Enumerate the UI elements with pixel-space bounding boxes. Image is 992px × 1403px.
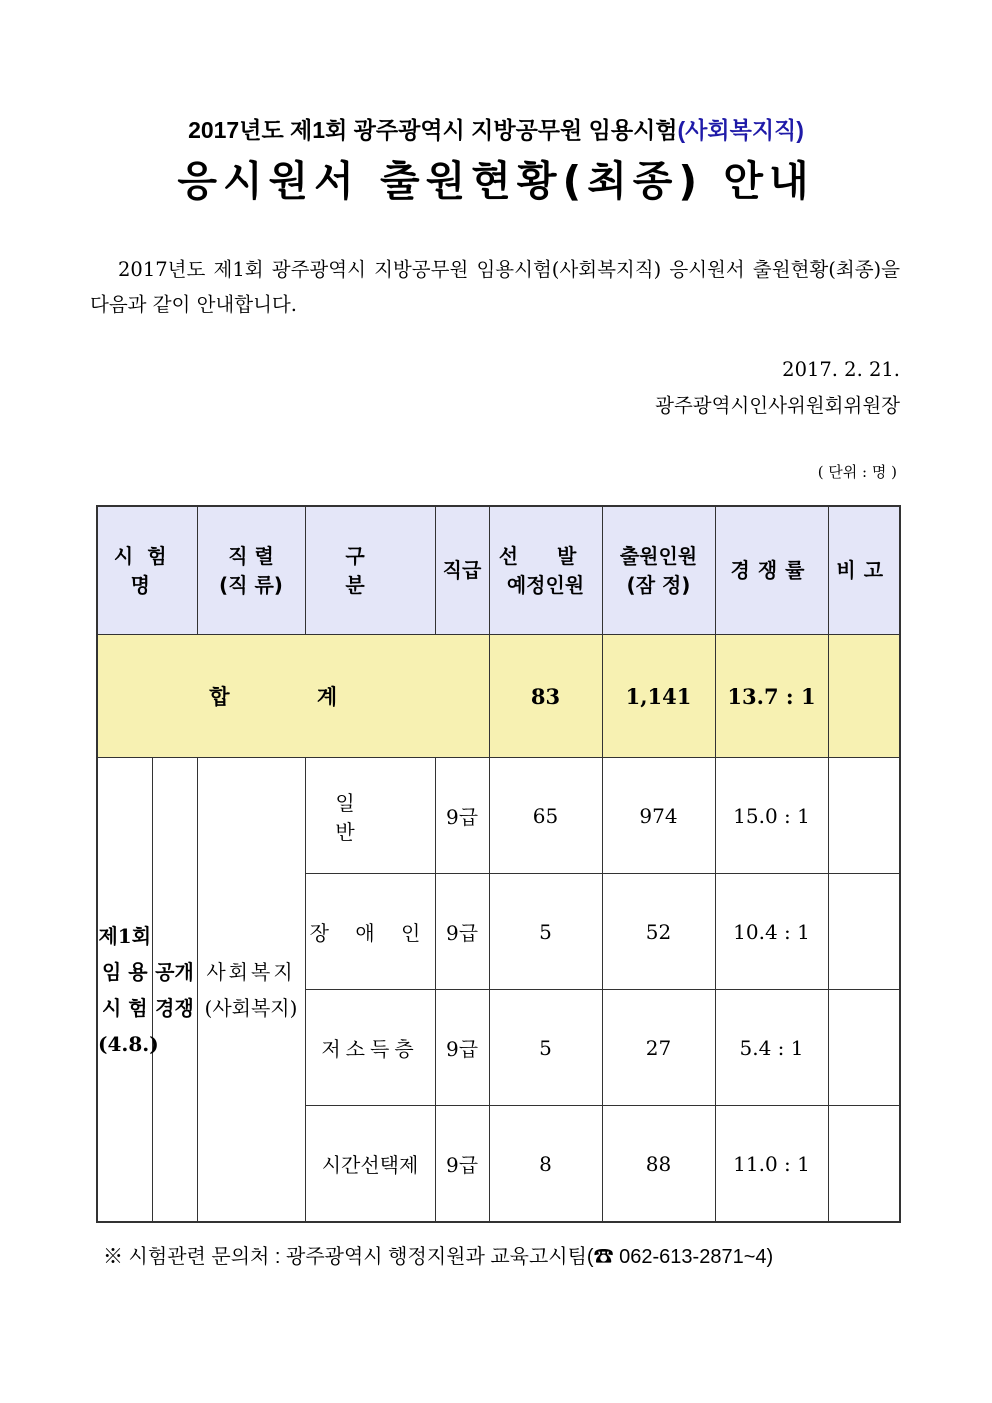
row-category: 시간선택제 [305, 1106, 435, 1223]
row-grade: 9급 [435, 1106, 489, 1223]
row-ratio: 5.4 : 1 [715, 990, 828, 1106]
contact-footer: ※ 시험관련 문의처 : 광주광역시 행정지원과 교육고시팀(☎ 062-613-2871~4) [103, 1246, 774, 1268]
unit-note: ( 단위 : 명 ) [817, 463, 897, 481]
row-note [828, 874, 900, 990]
row-applicants: 974 [602, 758, 715, 874]
total-planned: 83 [489, 635, 602, 758]
applicant-status-table [96, 505, 901, 1223]
row-category: 저소득층 [305, 990, 435, 1106]
row-applicants: 52 [602, 874, 715, 990]
document-title: 응시원서 출원현황(최종) 안내 [177, 157, 815, 205]
row-note [828, 1106, 900, 1223]
subtitle-main: 2017년도 제1회 광주광역시 지방공무원 임용시험 [188, 117, 678, 143]
row-grade: 9급 [435, 758, 489, 874]
row-planned: 5 [489, 874, 602, 990]
row-ratio: 15.0 : 1 [715, 758, 828, 874]
row-planned: 5 [489, 990, 602, 1106]
header-series: 직 렬 (직 류) [197, 506, 305, 635]
header-planned: 선 발 예정인원 [489, 506, 602, 635]
row-planned: 65 [489, 758, 602, 874]
row-note [828, 758, 900, 874]
issuer-name: 광주광역시인사위원회위원장 [655, 394, 900, 417]
header-grade: 직급 [435, 506, 489, 635]
row-category: 일 반 [305, 758, 435, 874]
intro-paragraph: 2017년도 제1회 광주광역시 지방공무원 임용시험(사회복지직) 응시원서 출원현황(최종)을 다음과 같이 안내합니다. [90, 258, 900, 316]
header-ratio: 경쟁률 [715, 506, 828, 635]
row-applicants: 88 [602, 1106, 715, 1223]
header-row [97, 506, 900, 635]
row-category: 장 애 인 [305, 874, 435, 990]
subtitle-highlight: (사회복지직) [677, 117, 804, 143]
header-exam: 시험명 [97, 506, 197, 635]
row-grade: 9급 [435, 874, 489, 990]
document-subtitle [0, 112, 992, 145]
row-ratio: 11.0 : 1 [715, 1106, 828, 1223]
total-applicants: 1,141 [602, 635, 715, 758]
row-note [828, 990, 900, 1106]
total-label: 합 계 [97, 635, 489, 758]
header-applicants: 출원인원 (잠 정) [602, 506, 715, 635]
header-note: 비고 [828, 506, 900, 635]
total-ratio: 13.7 : 1 [715, 635, 828, 758]
row-applicants: 27 [602, 990, 715, 1106]
row-planned: 8 [489, 1106, 602, 1223]
table-row [97, 758, 900, 874]
row-ratio: 10.4 : 1 [715, 874, 828, 990]
series-cell: 사회복지 (사회복지) [197, 758, 305, 1223]
method-cell: 공개 경쟁 [152, 758, 197, 1223]
row-grade: 9급 [435, 990, 489, 1106]
header-category: 구 분 [305, 506, 435, 635]
issue-date: 2017. 2. 21. [782, 358, 900, 381]
total-note [828, 635, 900, 758]
total-row [97, 635, 900, 758]
exam-name-cell: 제1회 임 용 시 험 (4.8.) [97, 758, 152, 1223]
